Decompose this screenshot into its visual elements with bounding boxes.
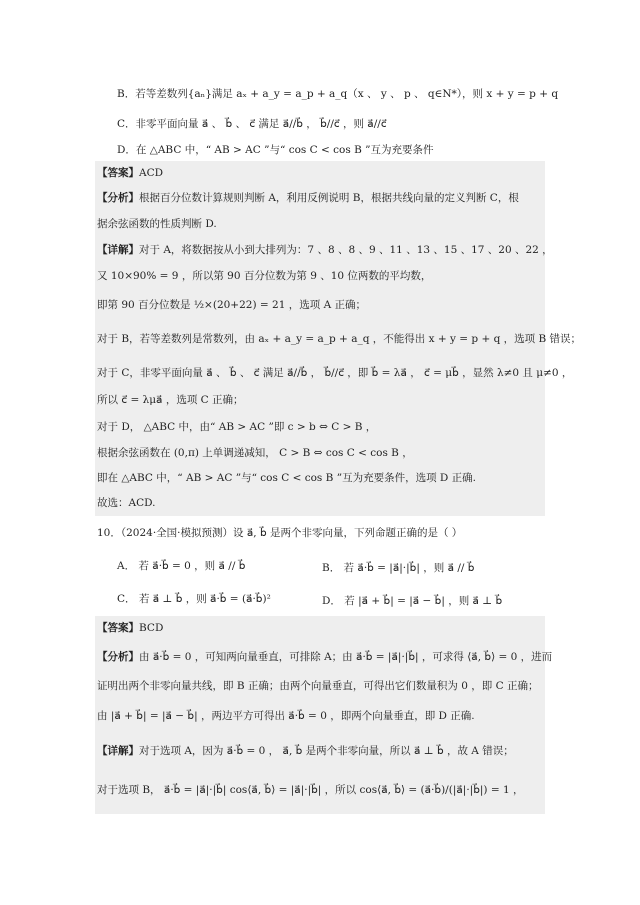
q10-option-b: B． 若 a⃗·b⃗ = |a⃗|·|b⃗| ，则 a⃗ // b⃗ xyxy=(322,562,475,574)
q9-detail-line1: 【详解】对于 A，将数据按从小到大排列为：7 、8 、8 、9 、11 、13 、15 、17 、20 、22 ， xyxy=(97,244,553,256)
q9-option-d: D．在 △ABC 中，“ AB > AC ”与“ cos C < cos B ”互为充要条件 xyxy=(117,144,434,156)
section-tag: 【分析】 xyxy=(97,192,139,204)
q10-detail-line1: 【详解】对于选项 A，因为 a⃗·b⃗ = 0 ， a⃗, b⃗ 是两个非零向量，所以 a⃗ ⊥ b⃗ ，故 A 错误； xyxy=(97,745,514,757)
q10-analysis-line3: 由 |a⃗ + b⃗| = |a⃗ − b⃗| ，两边平方可得出 a⃗·b⃗ = 0 ，即两个向量垂直，即 D 正确. xyxy=(97,710,475,722)
q9-detail-line4: 对于 B，若等差数列是常数列，由 aₓ + a_y = a_p + a_q ，不能得出 x + y = p + q ，选项 B 错误； xyxy=(97,333,582,345)
q9-detail-line2: 又 10×90% = 9 ，所以第 90 百分位数为第 9 、10 位两数的平均数， xyxy=(97,270,432,282)
q10-stem: 10．（2024·全国·模拟预测）设 a⃗, b⃗ 是两个非零向量，下列命题正确的是（ ） xyxy=(97,527,463,539)
q9-choose: 故选：ACD. xyxy=(97,497,156,509)
q10-option-a: A． 若 a⃗·b⃗ = 0 ，则 a⃗ // b⃗ xyxy=(117,560,246,572)
q9-detail-line8: 根据余弦函数在 (0,π) 上单调递减知， C > B ⇔ cos C < cos B ， xyxy=(97,447,413,459)
q9-analysis-line2: 据余弦函数的性质判断 D. xyxy=(97,218,217,230)
section-tag: 【详解】 xyxy=(97,244,139,256)
q9-answer: 【答案】ACD xyxy=(97,167,164,179)
section-tag: 【分析】 xyxy=(97,651,139,663)
q9-detail-line7: 对于 D， △ABC 中，由“ AB > AC ”即 c > b ⇔ C > B ， xyxy=(97,421,377,433)
q9-detail-line6: 所以 c⃗ = λμa⃗ ，选项 C 正确； xyxy=(97,394,244,406)
q10-analysis-line1: 【分析】由 a⃗·b⃗ = 0 ，可知两向量垂直，可排除 A；由 a⃗·b⃗ = |a⃗|·|b⃗| ，可求得 ⟨a⃗, b⃗⟩ = 0 ，进而 xyxy=(97,651,553,663)
q10-analysis-line2: 证明出两个非零向量共线，即 B 正确；由两个向量垂直，可得出它们数量积为 0 ，即 C 正确； xyxy=(97,680,539,692)
q10-option-c: C． 若 a⃗ ⊥ b⃗ ，则 a⃗·b⃗ = (a⃗·b⃗)² xyxy=(117,593,271,605)
q9-analysis-line1: 【分析】根据百分位数计算规则判断 A，利用反例说明 B，根据共线向量的定义判断 C，根 xyxy=(97,192,519,204)
q9-detail-line5: 对于 C，非零平面向量 a⃗ 、 b⃗ 、 c⃗ 满足 a⃗//b⃗ ， b⃗//c⃗ ，即 b⃗ = λa⃗ ， c⃗ = μb⃗ ，显然 λ≠0 且 μ≠0 ， xyxy=(97,367,573,379)
q10-answer: 【答案】BCD xyxy=(97,622,164,634)
q9-option-c: C．非零平面向量 a⃗ 、 b⃗ 、 c⃗ 满足 a⃗//b⃗ ， b⃗//c⃗ ，则 a⃗//c⃗ xyxy=(117,118,387,130)
q9-detail-line3: 即第 90 百分位数是 ½×(20+22) = 21 ，选项 A 正确； xyxy=(97,299,366,311)
q10-detail-line2: 对于选项 B， a⃗·b⃗ = |a⃗|·|b⃗| cos⟨a⃗, b⃗⟩ = |a⃗|·|b⃗| ，所以 cos⟨a⃗, b⃗⟩ = (a⃗·b⃗)/(|a⃗|·|b⃗|) = 1 ， xyxy=(97,784,524,796)
q9-detail-line9: 即在 △ABC 中，“ AB > AC ”与“ cos C < cos B ”互为充要条件，选项 D 正确. xyxy=(97,472,476,484)
section-tag: 【答案】 xyxy=(97,167,139,179)
section-tag: 【答案】 xyxy=(97,622,139,634)
section-tag: 【详解】 xyxy=(97,745,139,757)
q10-option-d: D． 若 |a⃗ + b⃗| = |a⃗ − b⃗| ，则 a⃗ ⊥ b⃗ xyxy=(322,595,503,607)
q9-option-b: B．若等差数列{aₙ}满足 aₓ + a_y = a_p + a_q（x 、 y 、 p 、 q∈N*），则 x + y = p + q xyxy=(117,88,559,100)
